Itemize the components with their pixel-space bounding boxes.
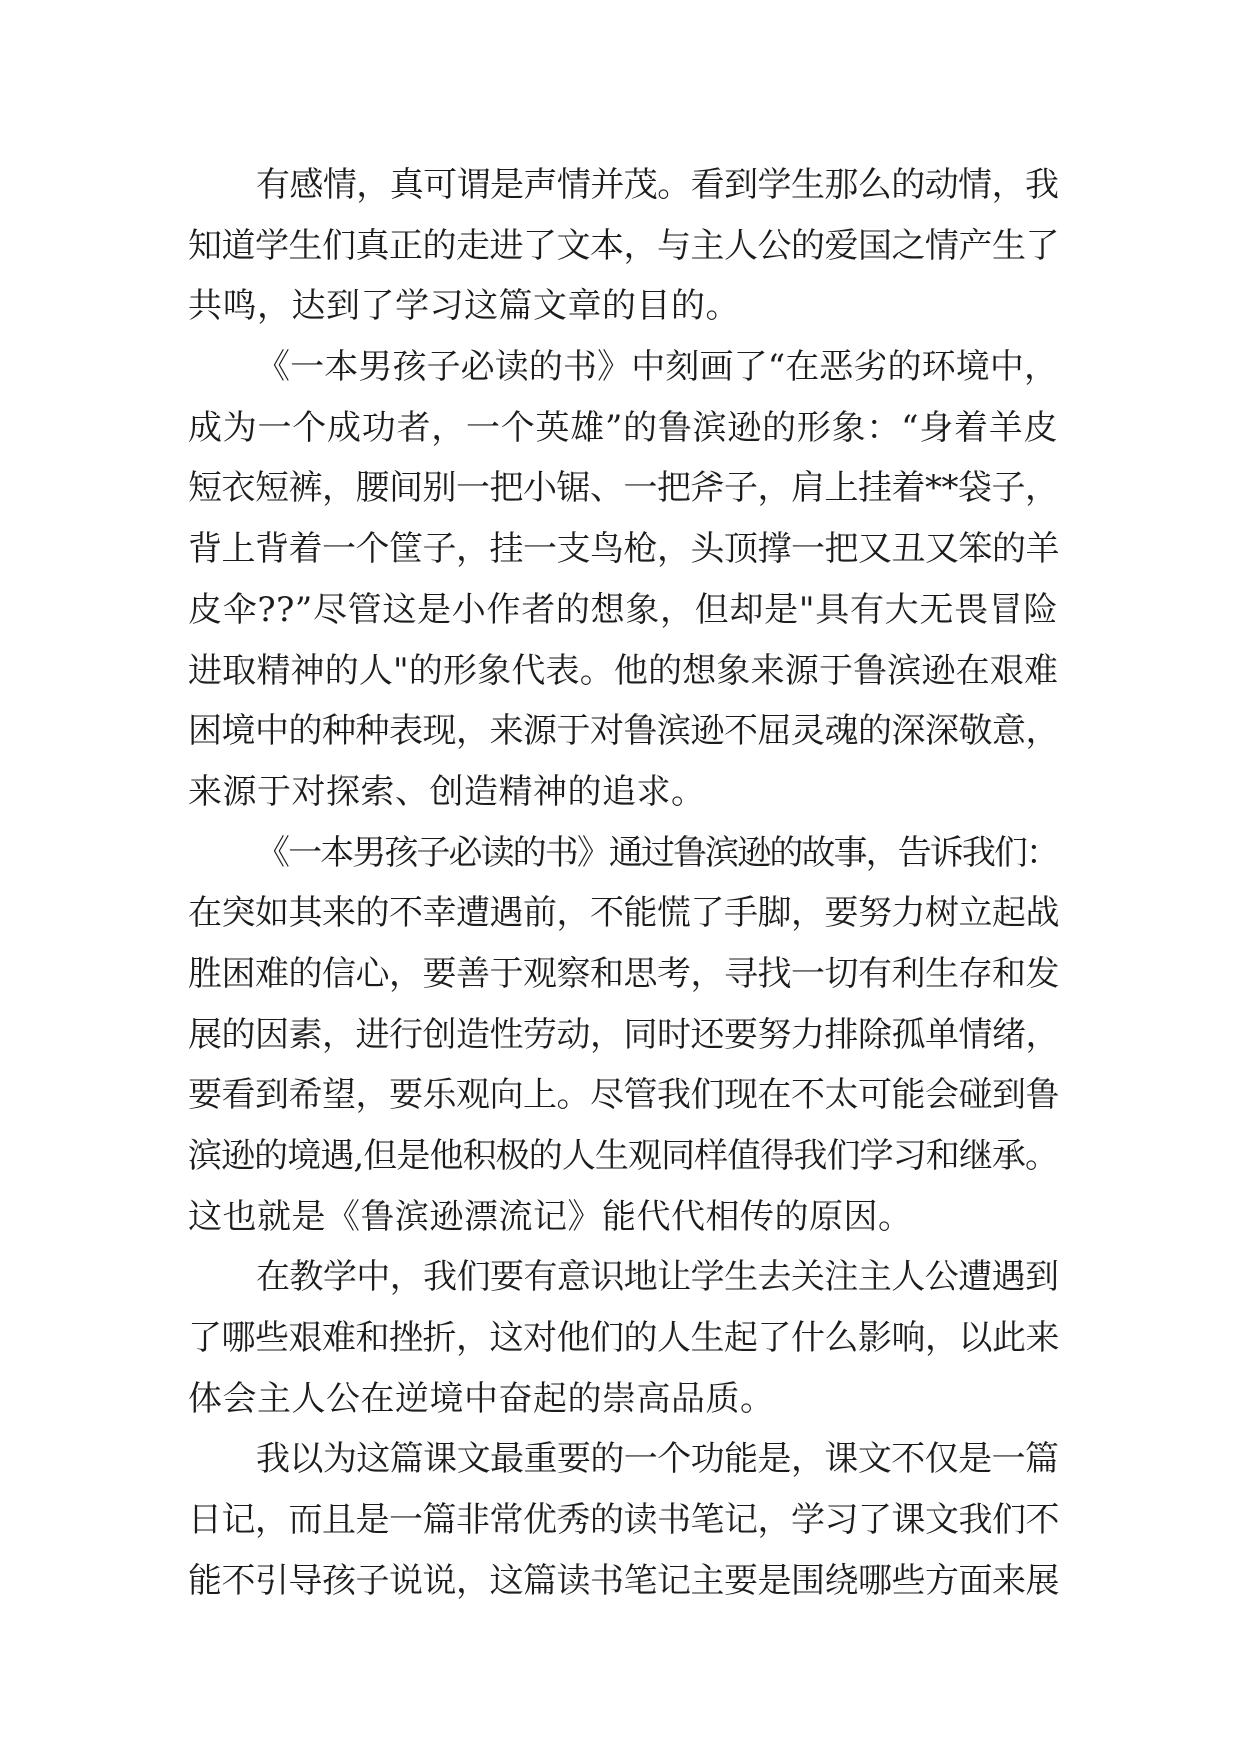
text-line: 展的因素，进行创造性劳动，同时还要努力排除孤单情绪， [188, 1014, 1059, 1055]
document-body [188, 155, 1058, 1612]
text-line: 来源于对探索、创造精神的追求。 [188, 771, 706, 812]
text-line: 困境中的种种表现，来源于对鲁滨逊不屈灵魂的深深敬意， [188, 711, 1059, 752]
text-line: 共鸣，达到了学习这篇文章的目的。 [188, 286, 740, 327]
text-line: 有感情，真可谓是声情并茂。看到学生那么的动情，我 [256, 165, 1058, 205]
text-line: 皮伞??”尽管这是小作者的想象，但却是"具有大无畏冒险 [188, 589, 1058, 630]
text-line: 日记，而且是一篇非常优秀的读书笔记，学习了课文我们不 [188, 1500, 1059, 1541]
text-line: 成为一个成功者，一个英雄”的鲁滨逊的形象：“身着羊皮 [188, 407, 1058, 448]
text-line: 要看到希望，要乐观向上。尽管我们现在不太可能会碰到鲁 [188, 1075, 1059, 1116]
text-line: 《一本男孩子必读的书》中刻画了“在恶劣的环境中， [256, 347, 1058, 388]
text-line: 能不引导孩子说说，这篇读书笔记主要是围绕哪些方面来展 [188, 1560, 1059, 1601]
text-line: 这也就是《鲁滨逊漂流记》能代代相传的原因。 [188, 1196, 913, 1237]
text-line: 体会主人公在逆境中奋起的崇高品质。 [188, 1378, 775, 1419]
text-line: 背上背着一个筐子，挂一支鸟枪，头顶撑一把又丑又笨的羊 [188, 529, 1059, 570]
text-line: 我以为这篇课文最重要的一个功能是，课文不仅是一篇 [256, 1439, 1058, 1480]
text-line: 进取精神的人"的形象代表。他的想象来源于鲁滨逊在艰难 [188, 650, 1058, 691]
text-line: 短衣短裤，腰间别一把小锯、一把斧子，肩上挂着**袋子， [188, 468, 1059, 509]
text-line: 胜困难的信心，要善于观察和思考，寻找一切有利生存和发 [188, 953, 1059, 994]
text-line: 在突如其来的不幸遭遇前，不能慌了手脚，要努力树立起战 [188, 893, 1059, 934]
text-line: 知道学生们真正的走进了文本，与主人公的爱国之情产生了 [188, 225, 1059, 266]
text-line: 《一本男孩子必读的书》通过鲁滨逊的故事，告诉我们： [256, 832, 1058, 873]
text-line: 了哪些艰难和挫折，这对他们的人生起了什么影响，以此来 [188, 1318, 1059, 1359]
text-line: 滨逊的境遇,但是他积极的人生观同样值得我们学习和继承。 [188, 1136, 1058, 1176]
text-line: 在教学中，我们要有意识地让学生去关注主人公遭遇到 [256, 1257, 1058, 1298]
